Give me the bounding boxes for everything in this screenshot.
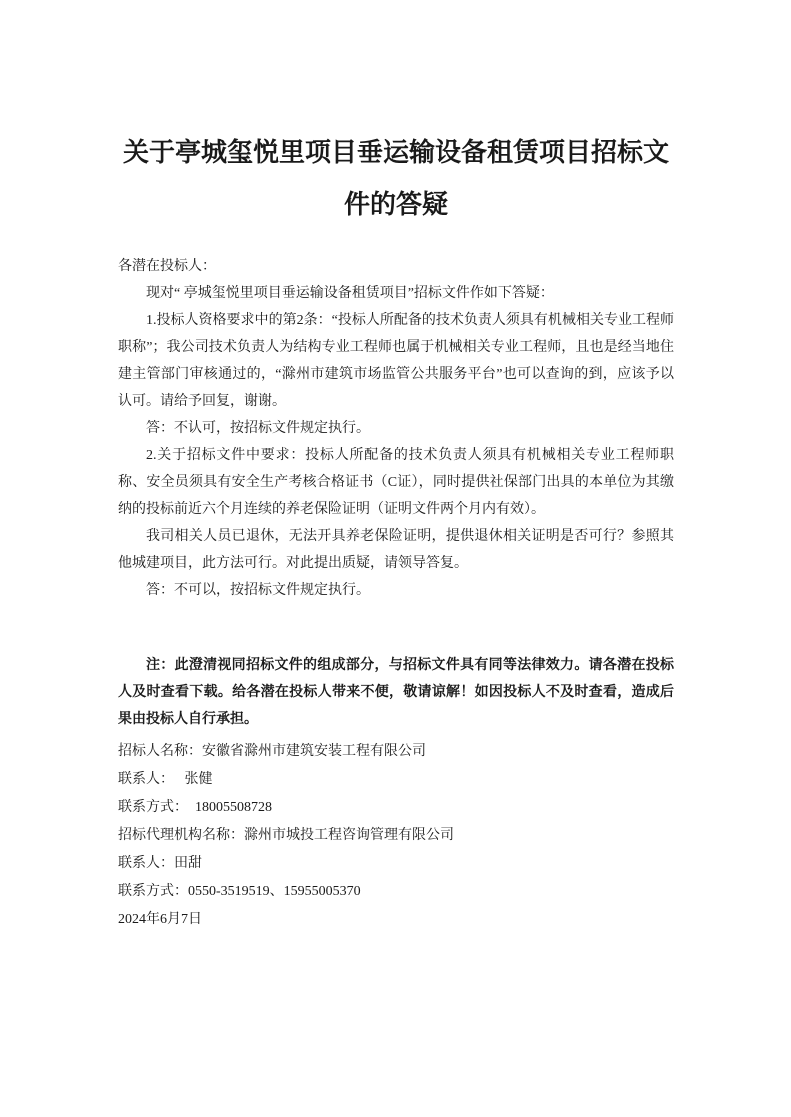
intro-paragraph: 现对“ 亭城玺悦里项目垂运输设备租赁项目”招标文件作如下答疑： [146,286,554,301]
tenderer-contact-person-line: 联系人： 张健 [118,772,213,787]
salutation: 各潜在投标人： [118,259,216,274]
document-title: 关于亭城玺悦里项目垂运输设备租赁项目招标文件的答疑 [122,138,669,219]
tenderer-contact-phone-line: 联系方式： 18005508728 [118,800,272,815]
agency-name-line: 招标代理机构名称：滁州市城投工程咨询管理有限公司 [118,828,454,843]
agency-contact-phone-line: 联系方式：0550-3519519、15955005370 [118,884,361,899]
answer-1-paragraph: 答：不认可，按招标文件规定执行。 [146,421,370,436]
question-1-paragraph: 1.投标人资格要求中的第2条：“投标人所配备的技术负责人须具有机械相关专业工程师职称”；我公司技术负责人为结构专业工程师也属于机械相关专业工程师，且也是经当地住建主管部门审核通过的，“滁州市建筑市场监管公共服务平台”也可以查询的到，应该予以认可。请给予回复，谢谢。 [118,313,674,409]
answer-2-paragraph: 答：不可以，按招标文件规定执行。 [146,583,370,598]
question-2-paragraph: 2.关于招标文件中要求：投标人所配备的技术负责人须具有机械相关专业工程师职称、安全员须具有安全生产考核合格证书（C证），同时提供社保部门出具的本单位为其缴纳的投标前近六个月连续的养老保险证明（证明文件两个月内有效）。 [118,448,674,517]
contact-block [118,738,674,934]
document-content [118,0,674,934]
note-paragraph: 注：此澄清视同招标文件的组成部分，与招标文件具有同等法律效力。请各潜在投标人及时查看下载。给各潜在投标人带来不便，敬请谅解！如因投标人不及时查看，造成后果由投标人自行承担。 [118,658,674,727]
document-body [118,253,674,733]
question-2-followup-paragraph: 我司相关人员已退休，无法开具养老保险证明，提供退休相关证明是否可行？参照其他城建项目，此方法可行。对此提出质疑，请领导答复。 [118,529,674,571]
agency-contact-person-line: 联系人：田甜 [118,856,202,871]
tenderer-name-line: 招标人名称：安徽省滁州市建筑安装工程有限公司 [118,744,426,759]
date-line: 2024年6月7日 [118,912,202,927]
